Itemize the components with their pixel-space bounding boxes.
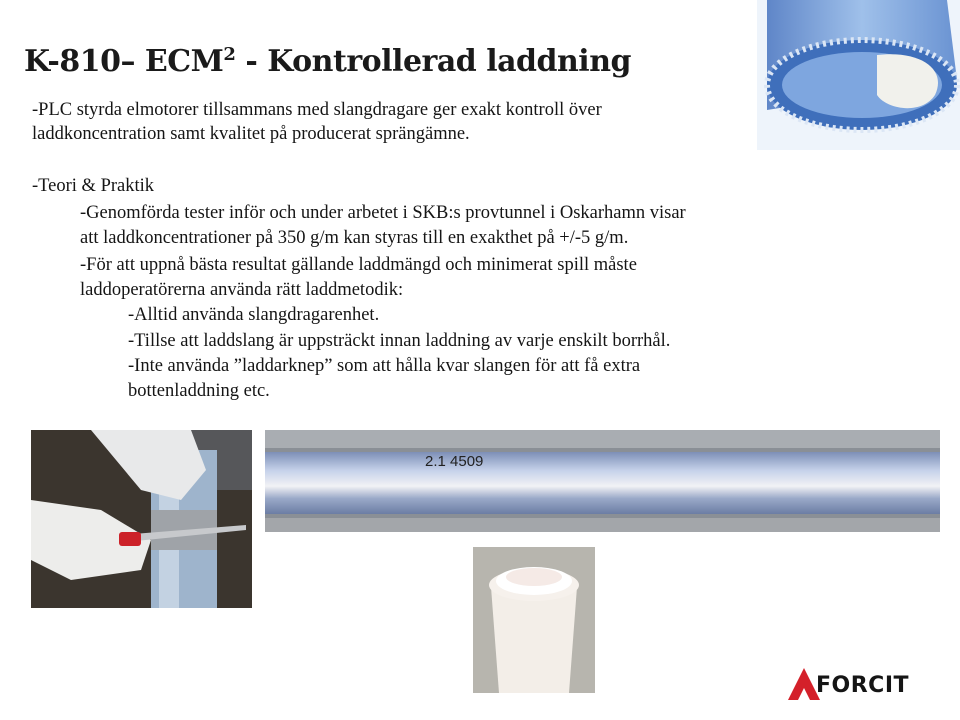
body-line-4: -Genomförda tester inför och under arbetet i SKB:s provtunnel i Oskarhamn visar xyxy=(80,203,686,223)
hose-cutting-illustration xyxy=(31,430,252,608)
body-line-9: -Tillse att laddslang är uppsträckt innan laddning av varje enskilt borrhål. xyxy=(128,331,671,351)
forcit-logo-text: FORCIT xyxy=(816,673,910,698)
body-line-3: -Teori & Praktik xyxy=(32,176,155,196)
slide-title xyxy=(24,44,631,79)
body-line-6: -För att uppnå bästa resultat gällande laddmängd och minimerat spill måste xyxy=(80,255,637,275)
title-main: K-810– ECM xyxy=(24,44,224,79)
body-line-11: bottenladdning etc. xyxy=(128,381,270,401)
hose-marking-illustration xyxy=(265,430,940,532)
body-line-7: laddoperatörerna använda rätt laddmetodik: xyxy=(80,280,404,300)
hose-cutting-photo xyxy=(31,430,252,608)
hose-marking-photo xyxy=(265,430,940,532)
title-superscript: 2 xyxy=(223,44,236,65)
pipe-end-illustration xyxy=(757,0,960,150)
explosive-cup-illustration xyxy=(473,547,595,693)
hose-marking-text: 2.1 4509 xyxy=(425,453,484,470)
title-rest: - Kontrollerad laddning xyxy=(235,44,631,79)
body-line-8: -Alltid använda slangdragarenhet. xyxy=(128,305,380,325)
pipe-end-photo xyxy=(757,0,960,150)
body-line-5: att laddkoncentrationer på 350 g/m kan styras till en exakthet på +/-5 g/m. xyxy=(80,228,629,248)
explosive-cup-photo xyxy=(473,547,595,693)
body-line-10: -Inte använda ”laddarknep” som att hålla kvar slangen för att få extra xyxy=(128,356,641,376)
body-line-1: -PLC styrda elmotorer tillsammans med slangdragare ger exakt kontroll över xyxy=(32,100,602,120)
body-line-2: laddkoncentration samt kvalitet på producerat sprängämne. xyxy=(32,124,470,144)
